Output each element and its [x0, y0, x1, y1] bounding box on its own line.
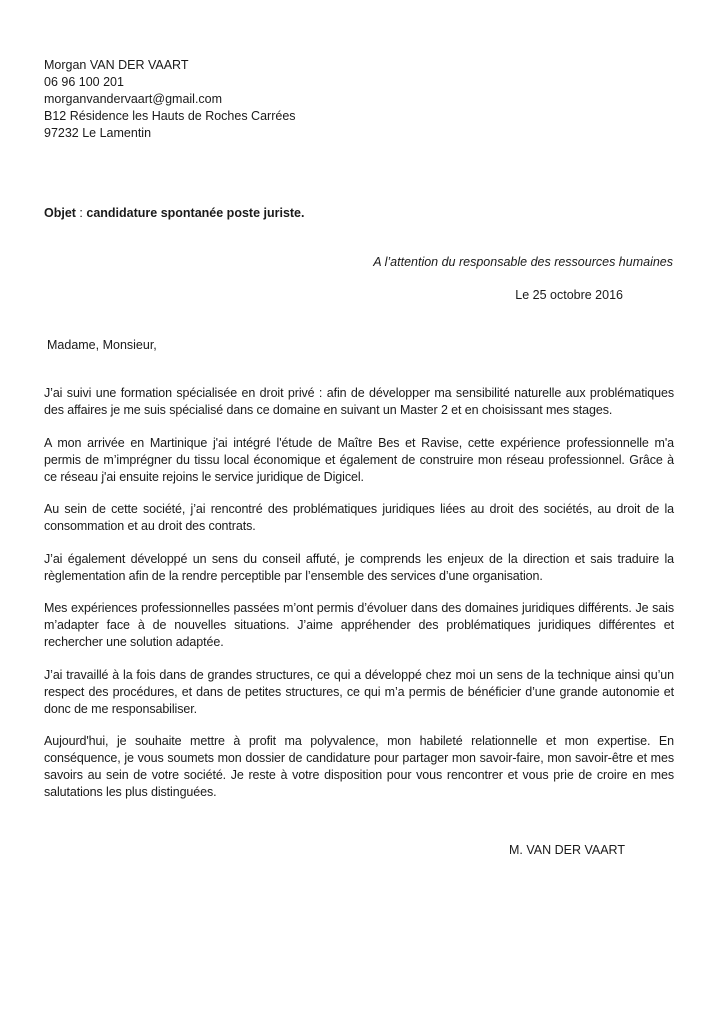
body-paragraph: Au sein de cette société, j’ai rencontré des problématiques juridiques liées au droit des sociétés, au droit de la consommation et au droit des contrats. [44, 502, 674, 533]
sender-address-line2: 97232 Le Lamentin [44, 126, 152, 140]
subject-separator: : [75, 206, 87, 220]
sender-address-line1: B12 Résidence les Hauts de Roches Carrées [44, 109, 296, 123]
body-paragraph: Mes expériences professionnelles passées m’ont permis d’évoluer dans des domaines juridiques différents. Je sais m’adapter face à de nouvelles situations. J’aime appréhender des problématiques juridiques différentes et rechercher une solution adaptée. [44, 601, 674, 649]
body-paragraph: Aujourd'hui, je souhaite mettre à profit ma polyvalence, mon habileté relationnelle et mon expertise. En conséquence, je vous soumets mon dossier de candidature pour partager mon savoir-faire, mon savoir-être et mes savoirs au sein de votre société. Je reste à votre disposition pour vous rencontrer et vous prie de croire en mes salutations les plus distinguées. [44, 734, 674, 799]
letter-body [44, 385, 674, 817]
attention-line: A l’attention du responsable des ressources humaines [373, 255, 673, 269]
body-paragraph: J’ai également développé un sens du conseil affuté, je comprends les enjeux de la direction et sais traduire la règlementation afin de la rendre perceptible par l’ensemble des services d’une organisation. [44, 551, 674, 583]
subject-text: candidature spontanée poste juriste. [86, 206, 305, 220]
body-paragraph: J’ai travaillé à la fois dans de grandes structures, ce qui a développé chez moi un sens de la technique ainsi qu’un respect des procédures, et dans de petites structures, ce qui m’a permis de bénéficier d’une grande autonomie et donc de me responsabiliser. [44, 667, 674, 716]
sender-email: morganvandervaart@gmail.com [44, 92, 223, 106]
signature: M. VAN DER VAART [509, 843, 625, 857]
subject-line [44, 205, 304, 222]
letter-date: Le 25 octobre 2016 [515, 288, 623, 302]
sender-block [44, 57, 444, 142]
subject-label: Objet [44, 206, 76, 220]
salutation: Madame, Monsieur, [47, 338, 157, 352]
body-paragraph: A mon arrivée en Martinique j'ai intégré l'étude de Maître Bes et Ravise, cette expérience professionnelle m'a permis de m’imprégner du tissu local économique et également de construire mon réseau professionnel. Grâce à ce réseau j'ai ensuite rejoins le service juridique de Digicel. [44, 435, 674, 484]
sender-name: Morgan VAN DER VAART [44, 58, 189, 72]
sender-phone: 06 96 100 201 [44, 75, 124, 89]
body-paragraph: J’ai suivi une formation spécialisée en droit privé : afin de développer ma sensibilité naturelle aux problématiques des affaires je me suis spécialisé dans ce domaine en suivant un Master 2 et en choisissant mes stages. [44, 386, 674, 417]
